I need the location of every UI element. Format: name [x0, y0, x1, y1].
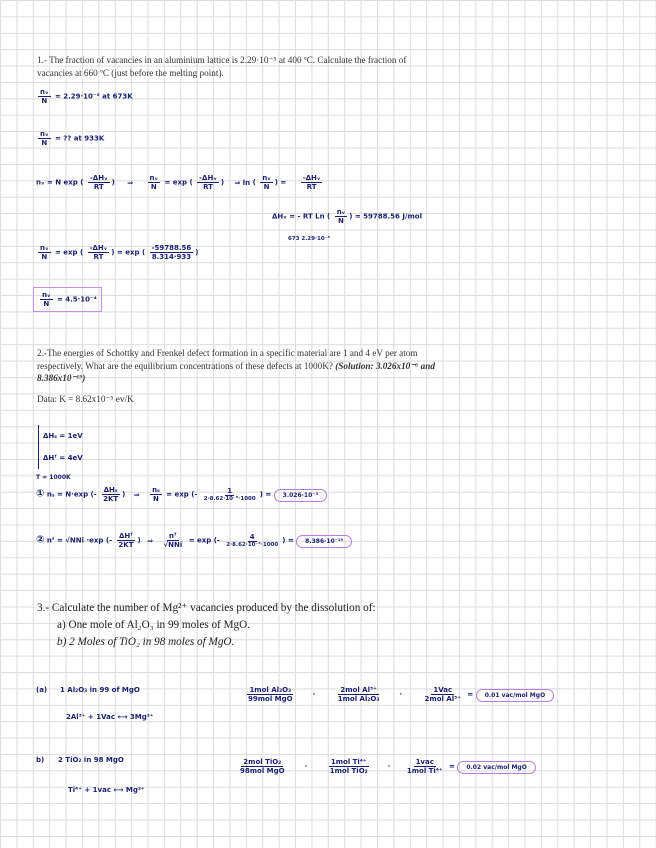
denominator: 98mol MgO	[240, 767, 285, 775]
numerator: nᵥ	[149, 174, 159, 182]
p3a-answer: 0.01 vac/mol MgO	[476, 689, 555, 702]
value: = ?? at 933K	[54, 134, 105, 143]
problem2-line1: 2.-The energies of Schottky and Frenkel defect formation in a specific material are 1 and 4 eV per atom	[37, 348, 418, 358]
p2-schottky: ① nₛ = N·exp (- $\frac{\text{ΔHₛ}}{2KT}$ ) ⇒ $\frac{\text{nₛ}}{N}$ = exp (- $\frac{1}{\text{2·8.62·10⁻⁵·1000}}$ ) = 3.026·10⁻³	[36, 486, 327, 503]
answer-value: = 4.5·10⁻⁴	[56, 295, 97, 304]
fraction	[423, 686, 463, 703]
label: ②	[36, 534, 45, 546]
fraction	[101, 486, 120, 503]
numerator: 1mol Ti⁴⁺	[330, 758, 367, 766]
numerator: nᵥ	[40, 88, 49, 96]
denominator: N	[150, 183, 157, 191]
p3b-factors: $\frac{\text{2mol TiO₂}}{\text{98mol MgO}}$ · $\frac{\text{1mol Ti⁴⁺}}{\text{1mol TiO₂}}$ · $\frac{\text{1vac}}{\text{1mol Ti⁴⁺}}$ = 0.02 vac/mol MgO	[236, 758, 536, 775]
fraction	[148, 174, 161, 191]
frenkel-answer: 8.386·10⁻¹⁹	[296, 535, 352, 548]
fraction	[40, 291, 53, 308]
problem1-statement	[37, 54, 406, 79]
denominator: N	[43, 300, 50, 308]
numerator: -59788.56	[151, 244, 192, 252]
numerator: nₛ	[152, 486, 160, 494]
problem3-item-b: b) 2 Moles of TiO₂ in 98 moles of MgO.	[57, 636, 235, 648]
arrow: ⇒	[133, 490, 140, 499]
p1-calc: $\frac{\text{nᵥ}}{N}$ = exp ( $\frac{\text{-ΔHᵥ}}{RT}$ ) = exp ( $\frac{-59788.56}{8.314\cdot 933}$ )	[40, 244, 199, 261]
numerator: -ΔHᵥ	[89, 174, 108, 182]
equals-exp: = exp	[116, 248, 140, 257]
equals-exp: = exp	[166, 490, 189, 499]
numerator: nᶠ	[169, 532, 177, 540]
equals-exp: = exp	[188, 536, 212, 545]
fraction	[150, 244, 194, 261]
line2-plain: respectively. What are the equilibrium concentrations of these defects at 1000K?	[37, 360, 336, 371]
fraction	[336, 686, 382, 703]
p1-ask	[36, 130, 104, 147]
problem2-statement	[37, 347, 435, 405]
label: ①	[36, 488, 45, 500]
denominator: 8.314·933	[151, 253, 192, 261]
numerator: nᵥ	[262, 174, 271, 182]
dh-lead: ΔHᵥ = - RT Ln	[272, 212, 325, 221]
numerator: 1Vac	[433, 686, 453, 694]
denominator: N	[41, 139, 48, 147]
p3b-given: 2 TiO₂ in 98 MgO	[58, 756, 124, 764]
denominator: RT	[203, 183, 213, 191]
numerator: ΔHᶠ	[119, 532, 133, 540]
p2-given	[38, 425, 83, 469]
dh-result: = 59788.56 J/mol	[354, 212, 422, 221]
problem1-line1: 1.- The fraction of vacancies in an aluminium lattice is 2.29·10⁻⁵ at 400 ºC. Calculate the fraction of	[37, 55, 407, 65]
denominator: 99mol MgO	[248, 695, 293, 703]
fraction	[88, 244, 110, 261]
p1-given	[36, 88, 133, 105]
p1-formula: nᵥ = N exp ( $\frac{\text{-ΔHᵥ}}{RT}$ ) ⇒ $\frac{\text{nᵥ}}{N}$ = exp ( $\frac{\text{-ΔHᵥ}}{RT}$ ) ⇒ ln ( $\frac{\text{nᵥ}}{N}$ ) = $\frac{\text{-ΔHᵥ}}{RT}$	[36, 174, 321, 191]
formula-left: nᵥ = N exp	[36, 178, 78, 187]
numerator: nᵥ	[336, 208, 346, 216]
solution-part2: 8.386x10⁻¹⁹)	[37, 373, 86, 383]
numerator: -ΔHᵥ	[302, 174, 321, 182]
denominator: RT	[306, 183, 317, 191]
fraction	[38, 244, 51, 261]
denominator: 1mol TiO₂	[329, 767, 368, 775]
fraction	[335, 208, 348, 225]
numerator: ΔHₛ	[103, 486, 118, 494]
denominator: 2·8.62·10⁻⁵·1000	[203, 496, 256, 502]
numerator: nᵥ	[42, 291, 51, 299]
denominator: N	[41, 97, 48, 105]
numerator: nᵥ	[40, 244, 49, 252]
problem3-line1: 3.- Calculate the number of Mg²⁺ vacancies produced by the dissolution of:	[37, 602, 376, 614]
denominator: √NNi	[163, 541, 183, 549]
p3a-label: (a)	[36, 686, 48, 694]
numerator: 1	[227, 487, 233, 495]
equals: =	[280, 178, 287, 187]
denominator: 2KT	[103, 495, 119, 503]
p1-dh-sub: 673 2.29·10⁻⁵	[288, 236, 331, 242]
fraction	[405, 758, 445, 775]
fraction	[260, 174, 273, 191]
equals-exp: = exp	[164, 178, 188, 187]
p1-answer-box	[33, 287, 102, 312]
p3a-given: 1 Al₂O₃ in 99 of MgO	[60, 686, 140, 694]
lhs: nᶠ = √NNi ·exp	[46, 536, 104, 545]
numerator: -ΔHᵥ	[89, 244, 108, 252]
denominator: 2mol Al³⁺	[424, 695, 461, 703]
solution-part1: (Solution: 3.026x10⁻⁶ and	[335, 360, 435, 371]
fraction	[150, 486, 162, 503]
p3a-factors: $\frac{\text{1mol Al₂O₃}}{\text{99mol MgO}}$ · $\frac{\text{2mol Al³⁺}}{\text{1mol Al₂O₃}}$ · $\frac{\text{1Vac}}{\text{2mol Al³⁺}}$ = 0.01 vac/mol MgO	[244, 686, 554, 703]
problem1-line2: vacancies at 660 ºC (just before the melting point).	[37, 67, 224, 78]
ln-lead: ⇒ ln	[234, 178, 251, 187]
equals-exp: = exp	[54, 248, 78, 257]
fraction	[38, 88, 51, 105]
dhf-value: ΔHᶠ = 4eV	[43, 454, 83, 462]
numerator: nᵥ	[40, 130, 49, 138]
numerator: 1mol Al₂O₃	[249, 686, 292, 694]
fraction	[116, 532, 135, 549]
fraction	[301, 174, 323, 191]
p2-frenkel: ② nᶠ = √NNi ·exp (- $\frac{\text{ΔHᶠ}}{2KT}$ ) ⇒ $\frac{\text{nᶠ}}{\text{√NNi}}$ = exp (- $\frac{4}{\text{2·8.62·10⁻⁵·1000}}$ ) = 8.386·10⁻¹⁹	[36, 532, 352, 549]
fraction	[238, 758, 287, 775]
p3a-rxn: 2Al³⁺ + 1Vac ⟷ 3Mg²⁺	[66, 713, 154, 721]
denominator: N	[338, 217, 344, 225]
dhs-value: ΔHₛ = 1eV	[43, 432, 83, 440]
p3b-rxn: Ti⁴⁺ + 1vac ⟷ Mg²⁺	[68, 786, 145, 794]
fraction	[328, 758, 370, 775]
fraction	[88, 174, 110, 191]
denominator: 1mol Al₂O₃	[337, 695, 380, 703]
arrow: ⇒	[147, 536, 154, 545]
denominator: RT	[93, 183, 104, 191]
problem2-line3	[37, 372, 435, 385]
numerator: 1vac	[415, 758, 434, 766]
problem3-statement	[37, 600, 376, 651]
fraction	[202, 487, 258, 502]
p3b-answer: 0.02 vac/mol MgO	[457, 761, 536, 774]
denominator: N	[153, 495, 159, 503]
p1-dh-line: ΔHᵥ = - RT Ln ( $\frac{\text{nᵥ}}{N}$ ) = 59788.56 J/mol	[272, 208, 422, 225]
p3b-label: b)	[36, 756, 45, 764]
problem2-data: Data: K = 8.62x10⁻⁵ ev/K	[37, 393, 134, 404]
denominator: N	[41, 253, 48, 261]
numerator: -ΔHᵥ	[199, 174, 217, 182]
fraction	[246, 686, 295, 703]
denominator: 2KT	[118, 541, 134, 549]
fraction	[224, 533, 280, 548]
numerator: 2mol Al³⁺	[340, 686, 377, 694]
fraction	[38, 130, 51, 147]
fraction	[161, 532, 184, 549]
numerator: 2mol TiO₂	[243, 758, 282, 766]
denominator: RT	[93, 253, 104, 261]
problem2-line2	[37, 360, 435, 373]
problem3-item-a: a) One mole of Al₂O₃ in 99 moles of MgO.	[57, 619, 250, 631]
p2-temp: T = 1000K	[36, 474, 71, 481]
numerator: 4	[249, 533, 255, 541]
denominator: 2·8.62·10⁻⁵·1000	[226, 542, 279, 548]
lhs: nₛ = N·exp	[46, 490, 89, 499]
value: = 2.29·10⁻⁵ at 673K	[54, 92, 133, 101]
arrow: ⇒	[127, 178, 134, 187]
denominator: N	[263, 183, 270, 191]
fraction	[197, 174, 219, 191]
schottky-answer: 3.026·10⁻³	[274, 489, 327, 502]
denominator: 1mol Ti⁴⁺	[406, 767, 443, 775]
